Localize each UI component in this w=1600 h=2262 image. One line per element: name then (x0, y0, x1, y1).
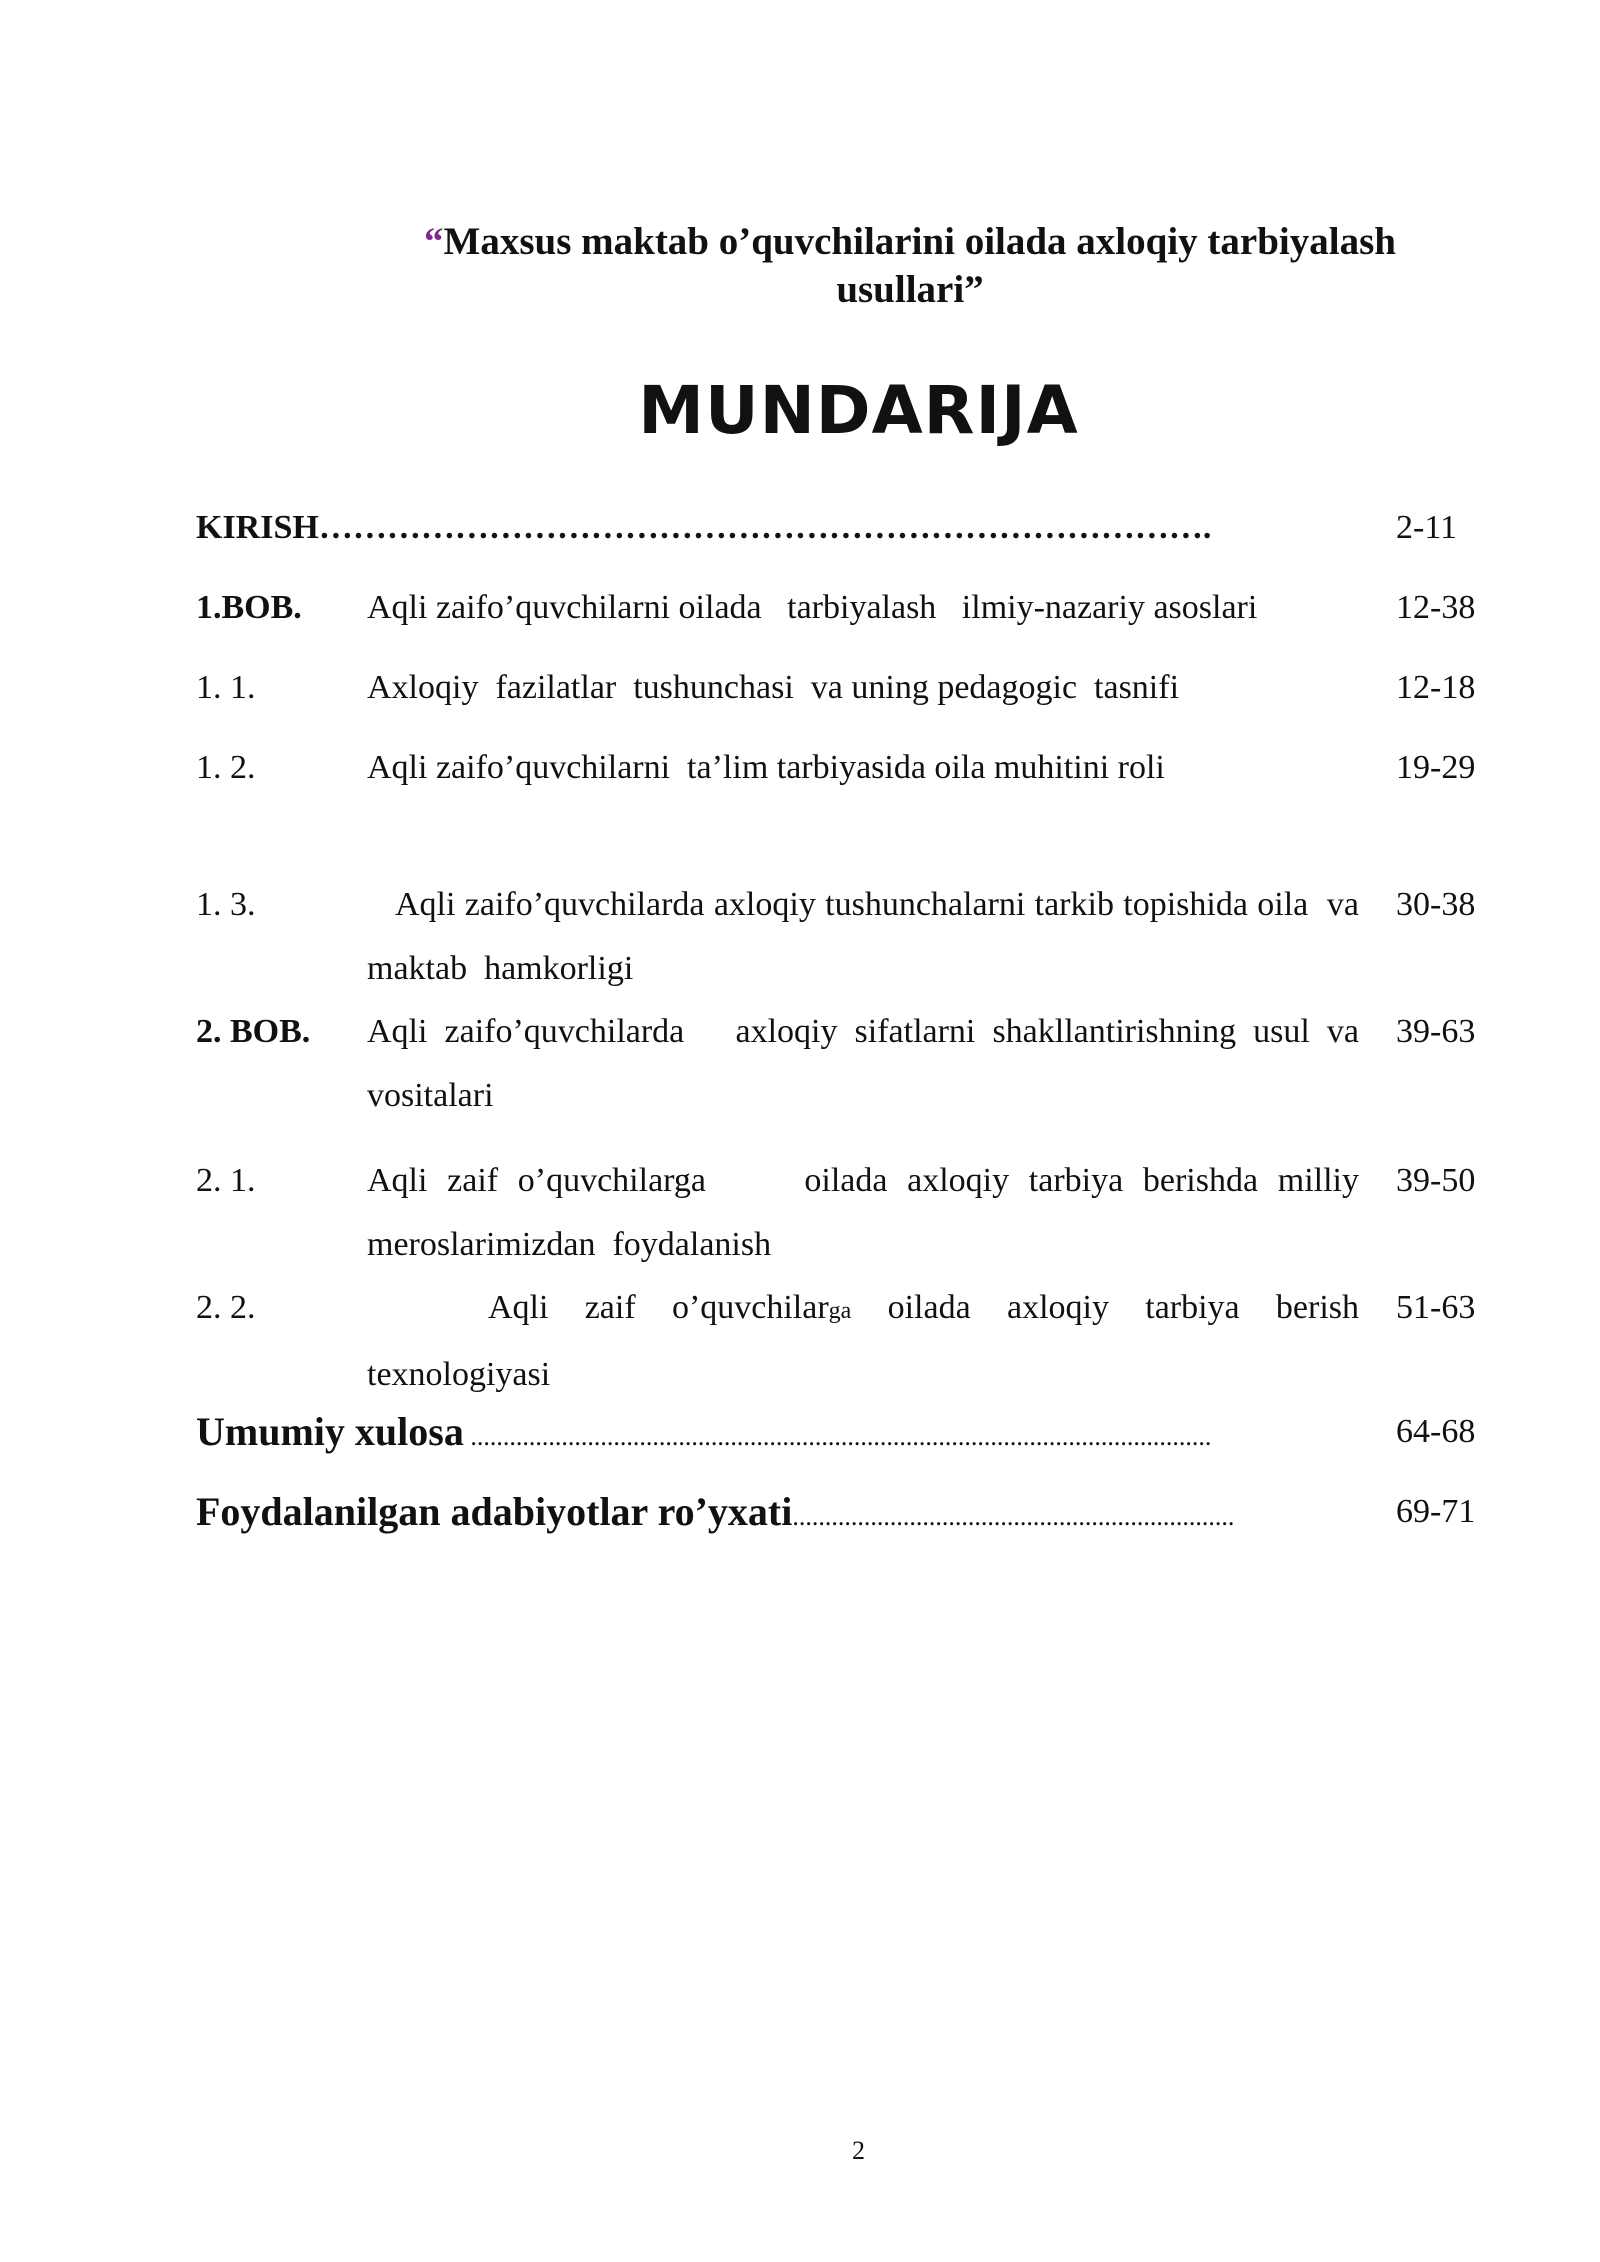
page-number: 2 (852, 2136, 865, 2165)
toc-number: 2. 2. (196, 1289, 256, 1326)
toc-intro-leader (196, 496, 1360, 560)
toc-number: 1. 3. (196, 886, 256, 923)
toc-text-small: ga (828, 1298, 852, 1324)
toc-pages: 51-63 (1396, 1289, 1476, 1326)
toc-conclusion-leader (196, 1400, 1360, 1469)
toc-number: 1. 1. (196, 669, 256, 706)
toc-text: Aqli zaifo’quvchilarda axloqiy tushunchalarni tarkib topishida oila va maktab hamkorligi (367, 886, 1368, 987)
toc-references-label: Foydalanilgan adabiyotlar ro’yxati (196, 1489, 793, 1534)
toc-pages: 39-63 (1396, 1013, 1476, 1050)
title-line-1: Maxsus maktab o’quvchilarini oilada axloqiy tarbiyalash (443, 220, 1396, 263)
toc-text-part-a: Aqli zaif o’quvchilar (367, 1289, 829, 1326)
toc-text: Axloqiy fazilatlar tushunchasi va uning pedagogic tasnifi (367, 669, 1180, 706)
toc-intro-label: KIRISH (196, 509, 319, 546)
toc-text-part-b: oilada axloqiy tarbiya berish texnologiyasi (367, 1289, 1368, 1393)
toc-number: 1.BOB. (196, 589, 302, 626)
toc-text (367, 1276, 1368, 1407)
toc-text: Aqli zaif o’quvchilarga oilada axloqiy tarbiya berishda milliy meroslarimizdan foydalanish (367, 1162, 1368, 1263)
toc-pages: 12-18 (1396, 669, 1476, 706)
toc-pages: 39-50 (1396, 1162, 1476, 1199)
toc-conclusion-dots: .................................................................................................................. (463, 1422, 1212, 1451)
toc-intro-dots: ……………………………………………………………………. (318, 509, 1212, 546)
toc-number: 1. 2. (196, 749, 256, 786)
toc-conclusion-label: Umumiy xulosa (196, 1409, 464, 1454)
toc-pages: 19-29 (1396, 749, 1476, 786)
document-title (360, 218, 1460, 314)
toc-text: Aqli zaifo’quvchilarni ta’lim tarbiyasida oila muhitini roli (367, 749, 1165, 786)
toc-pages: 12-38 (1396, 589, 1476, 626)
toc-references-leader (196, 1480, 1341, 1549)
toc-pages: 30-38 (1396, 886, 1476, 923)
toc-conclusion-pages: 64-68 (1396, 1413, 1476, 1450)
title-quote-mark: “ (424, 220, 444, 263)
toc-references-pages: 69-71 (1396, 1493, 1476, 1530)
toc-references-dots: .................................................................... (792, 1502, 1235, 1531)
toc-number: 2. 1. (196, 1162, 256, 1199)
toc-intro-pages: 2-11 (1396, 509, 1458, 546)
title-line-2: usullari” (836, 268, 984, 311)
toc-number: 2. BOB. (196, 1013, 311, 1050)
contents-heading: MUNDARIJA (638, 372, 1079, 449)
toc-text: Aqli zaifo’quvchilarda axloqiy sifatlarni shakllantirishning usul va vositalari (367, 1013, 1368, 1114)
toc-text: Aqli zaifo’quvchilarni oilada tarbiyalash ilmiy-nazariy asoslari (367, 589, 1258, 626)
